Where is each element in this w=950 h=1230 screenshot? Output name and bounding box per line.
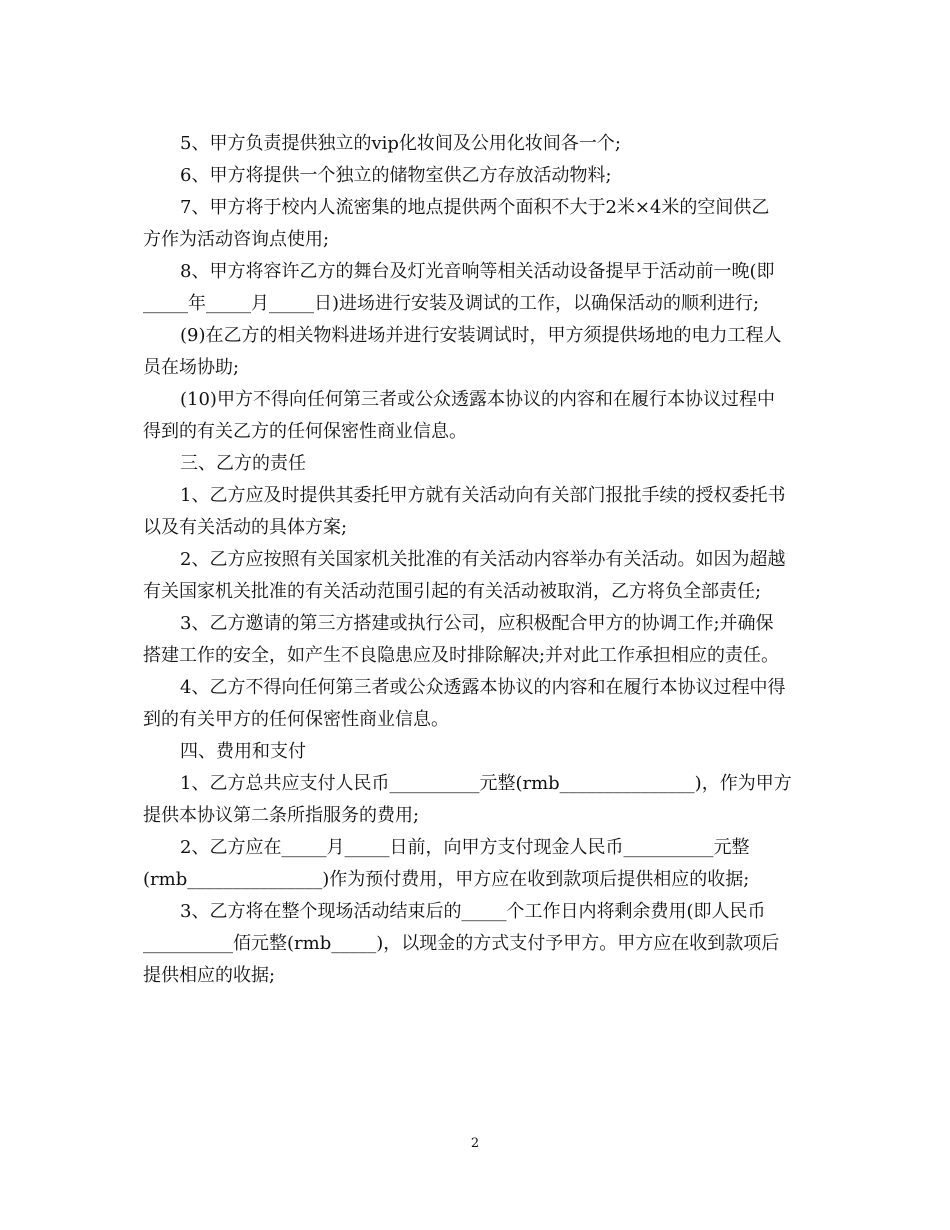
text-line: 到的有关甲方的任何保密性商业信息。 (143, 709, 449, 730)
section-heading: 四、费用和支付 (180, 741, 306, 762)
text-line: 7、甲方将于校内人流密集的地点提供两个面积不大于2米×4米的空间供乙 (180, 197, 770, 218)
text-line: 提供相应的收据; (143, 965, 276, 986)
text-line: 2、乙方应在_____月_____日前，向甲方支付现金人民币__________元整 (180, 837, 750, 858)
text-line: 1、乙方应及时提供其委托甲方就有关活动向有关部门报批手续的授权委托书 (180, 485, 786, 506)
text-line: (10)甲方不得向任何第三者或公众透露本协议的内容和在履行本协议过程中 (180, 389, 775, 410)
text-line: 得到的有关乙方的任何保密性商业信息。 (143, 421, 467, 442)
text-line: 2、乙方应按照有关国家机关批准的有关活动内容举办有关活动。如因为超越 (180, 549, 786, 570)
text-line: 5、甲方负责提供独立的vip化妆间及公用化妆间各一个; (180, 133, 621, 154)
text-line: 3、乙方邀请的第三方搭建或执行公司，应积极配合甲方的协调工作;并确保 (180, 613, 774, 634)
page-number: 2 (470, 1136, 480, 1151)
section-heading: 三、乙方的责任 (180, 453, 306, 474)
text-line: __________佰元整(rmb_____)，以现金的方式支付予甲方。甲方应在收到款项后 (143, 933, 780, 954)
text-line: 8、甲方将容许乙方的舞台及灯光音响等相关活动设备提早于活动前一晚(即 (180, 261, 775, 282)
text-line: 搭建工作的安全，如产生不良隐患应及时排除解决;并对此工作承担相应的责任。 (143, 645, 780, 666)
text-line: 1、乙方总共应支付人民币__________元整(rmb_______________)，作为甲方 (180, 773, 792, 794)
text-line: 4、乙方不得向任何第三者或公众透露本协议的内容和在履行本协议过程中得 (180, 677, 786, 698)
text-line: 6、甲方将提供一个独立的储物室供乙方存放活动物料; (180, 165, 612, 186)
text-line: 提供本协议第二条所指服务的费用; (143, 805, 420, 826)
text-line: 有关国家机关批准的有关活动范围引起的有关活动被取消，乙方将负全部责任; (143, 581, 762, 602)
text-line: (rmb_______________)作为预付费用，甲方应在收到款项后提供相应的收据; (143, 869, 750, 890)
text-line: 3、乙方将在整个现场活动结束后的_____个工作日内将剩余费用(即人民币 (180, 901, 766, 922)
text-line: 员在场协助; (143, 357, 240, 378)
text-line: 方作为活动咨询点使用; (143, 229, 330, 250)
document-body (143, 128, 807, 992)
text-line: 以及有关活动的具体方案; (143, 517, 348, 538)
text-line: _____年_____月_____日)进场进行安装及调试的工作，以确保活动的顺利进行; (143, 293, 760, 314)
text-line: (9)在乙方的相关物料进场并进行安装调试时，甲方须提供场地的电力工程人 (180, 325, 782, 346)
